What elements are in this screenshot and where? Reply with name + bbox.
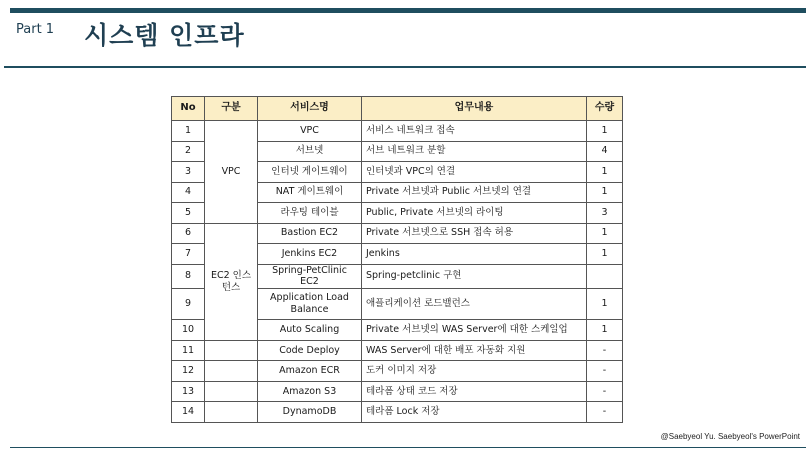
header-no: No	[172, 97, 205, 121]
row-qty	[587, 264, 623, 289]
row-qty: 1	[587, 223, 623, 244]
top-accent-bar	[10, 8, 806, 13]
row-task: Private 서브넷으로 SSH 접속 허용	[362, 223, 587, 244]
category-empty	[205, 381, 258, 402]
row-service: Amazon ECR	[258, 361, 362, 382]
row-qty: -	[587, 381, 623, 402]
row-qty: 1	[587, 289, 623, 320]
copyright-text: @Saebyeol Yu. Saebyeol's PowerPoint	[660, 432, 800, 441]
row-task: 도커 이미지 저장	[362, 361, 587, 382]
row-no: 14	[172, 402, 205, 423]
row-qty: 3	[587, 203, 623, 224]
row-task: 테라폼 상태 코드 저장	[362, 381, 587, 402]
table-header-row	[172, 97, 623, 121]
row-no: 12	[172, 361, 205, 382]
table-row	[172, 361, 623, 382]
row-service: Spring-PetClinic EC2	[258, 264, 362, 289]
row-task: 테라폼 Lock 저장	[362, 402, 587, 423]
row-service: DynamoDB	[258, 402, 362, 423]
infra-table-container	[171, 96, 623, 423]
category-empty	[205, 340, 258, 361]
table-row	[172, 121, 623, 142]
row-no: 6	[172, 223, 205, 244]
row-service: 인터넷 게이트웨이	[258, 162, 362, 183]
table-row	[172, 402, 623, 423]
row-service: Application Load Balance	[258, 289, 362, 320]
row-task: 인터넷과 VPC의 연결	[362, 162, 587, 183]
row-service: Auto Scaling	[258, 320, 362, 341]
category-empty	[205, 361, 258, 382]
row-service: Jenkins EC2	[258, 244, 362, 265]
row-service: 라우팅 테이블	[258, 203, 362, 224]
header-task: 업무내용	[362, 97, 587, 121]
row-qty: -	[587, 340, 623, 361]
row-no: 3	[172, 162, 205, 183]
row-qty: -	[587, 402, 623, 423]
row-task: WAS Server에 대한 배포 자동화 지원	[362, 340, 587, 361]
row-no: 1	[172, 121, 205, 142]
header-category: 구분	[205, 97, 258, 121]
row-qty: 1	[587, 244, 623, 265]
row-service: 서브넷	[258, 141, 362, 162]
row-task: Private 서브넷의 WAS Server에 대한 스케일업	[362, 320, 587, 341]
header-service: 서비스명	[258, 97, 362, 121]
row-qty: 1	[587, 121, 623, 142]
header-quantity: 수량	[587, 97, 623, 121]
table-row	[172, 381, 623, 402]
title-divider	[4, 66, 806, 68]
page-title: 시스템 인프라	[84, 21, 245, 50]
row-task: 서비스 네트워크 접속	[362, 121, 587, 142]
row-task: 서브 네트워크 분할	[362, 141, 587, 162]
table-row	[172, 223, 623, 244]
row-no: 13	[172, 381, 205, 402]
bottom-divider	[10, 447, 806, 448]
row-no: 10	[172, 320, 205, 341]
table-row	[172, 340, 623, 361]
row-service: Amazon S3	[258, 381, 362, 402]
row-no: 8	[172, 264, 205, 289]
row-task: 애플리케이션 로드밸런스	[362, 289, 587, 320]
category-empty	[205, 402, 258, 423]
row-service: Bastion EC2	[258, 223, 362, 244]
row-task: Jenkins	[362, 244, 587, 265]
row-qty: 4	[587, 141, 623, 162]
category-ec2: EC2 인스턴스	[205, 223, 258, 340]
row-no: 9	[172, 289, 205, 320]
infra-table	[171, 96, 623, 423]
row-no: 5	[172, 203, 205, 224]
row-no: 4	[172, 182, 205, 203]
row-service: Code Deploy	[258, 340, 362, 361]
row-task: Spring-petclinic 구현	[362, 264, 587, 289]
category-vpc: VPC	[205, 121, 258, 224]
row-task: Public, Private 서브넷의 라이팅	[362, 203, 587, 224]
row-no: 7	[172, 244, 205, 265]
row-no: 11	[172, 340, 205, 361]
row-qty: -	[587, 361, 623, 382]
row-qty: 1	[587, 182, 623, 203]
row-qty: 1	[587, 320, 623, 341]
row-no: 2	[172, 141, 205, 162]
row-service: NAT 게이트웨이	[258, 182, 362, 203]
part-label: Part 1	[16, 22, 55, 37]
row-qty: 1	[587, 162, 623, 183]
row-task: Private 서브넷과 Public 서브넷의 연결	[362, 182, 587, 203]
row-service: VPC	[258, 121, 362, 142]
